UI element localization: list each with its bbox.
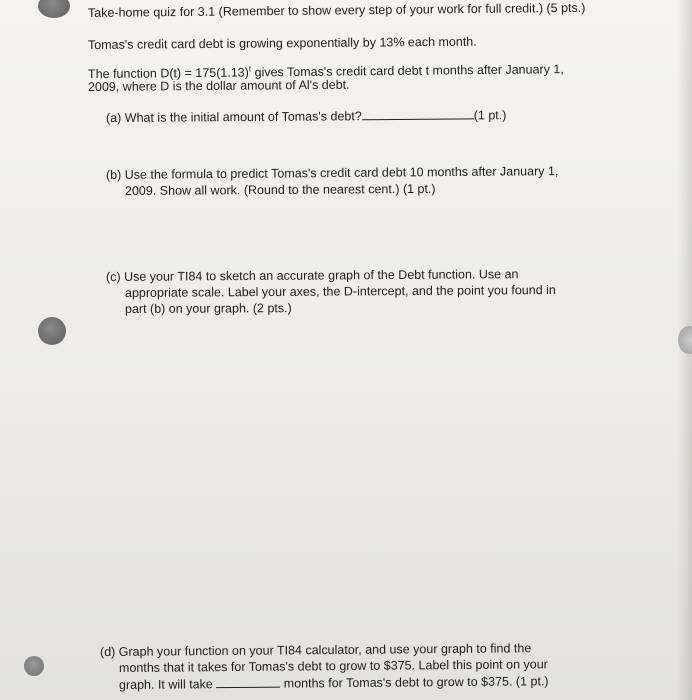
question-c-line2: appropriate scale. Label your axes, the D-intercept, and the point you found in xyxy=(124,282,556,300)
question-a xyxy=(106,107,507,125)
question-b-line1: (b) Use the formula to predict Tomas's credit card debt 10 months after January 1, xyxy=(105,164,559,182)
question-d-line3-suffix: months for Tomas's debt to grow to $375. (1 pt.) xyxy=(283,674,549,691)
function-exponent: t xyxy=(248,64,252,74)
function-suffix: gives Tomas's credit card debt t months after January 1, xyxy=(251,62,564,80)
question-d-line1: (d) Graph your function on your TI84 calculator, and use your graph to find the xyxy=(99,641,532,659)
question-d-line3 xyxy=(119,673,549,692)
function-prefix: The function D(t) = 175(1.13) xyxy=(87,65,249,82)
question-c-line3: part (b) on your graph. (2 pts.) xyxy=(124,301,292,316)
intro-function-line2: 2009, where D is the dollar amount of Al's debt. xyxy=(87,77,350,94)
question-d-line2: months that it takes for Tomas's debt to grow to $375. Label this point on your xyxy=(118,657,548,675)
intro-growth: Tomas's credit card debt is growing exponentially by 13% each month. xyxy=(87,34,477,52)
question-d-line3-prefix: graph. It will take xyxy=(118,677,213,692)
question-a-text: (a) What is the initial amount of Tomas's debt? xyxy=(105,109,362,125)
question-a-points: (1 pt.) xyxy=(473,108,507,123)
answer-blank-d[interactable] xyxy=(216,676,280,689)
answer-blank-a[interactable] xyxy=(362,107,474,120)
quiz-title: Take-home quiz for 3.1 (Remember to show every step of your work for full credit.) (5 pts.) xyxy=(87,0,586,20)
question-b-line2: 2009. Show all work. (Round to the nearest cent.) (1 pt.) xyxy=(124,181,436,198)
question-c-line1: (c) Use your TI84 to sketch an accurate graph of the Debt function. Use an xyxy=(105,267,519,284)
